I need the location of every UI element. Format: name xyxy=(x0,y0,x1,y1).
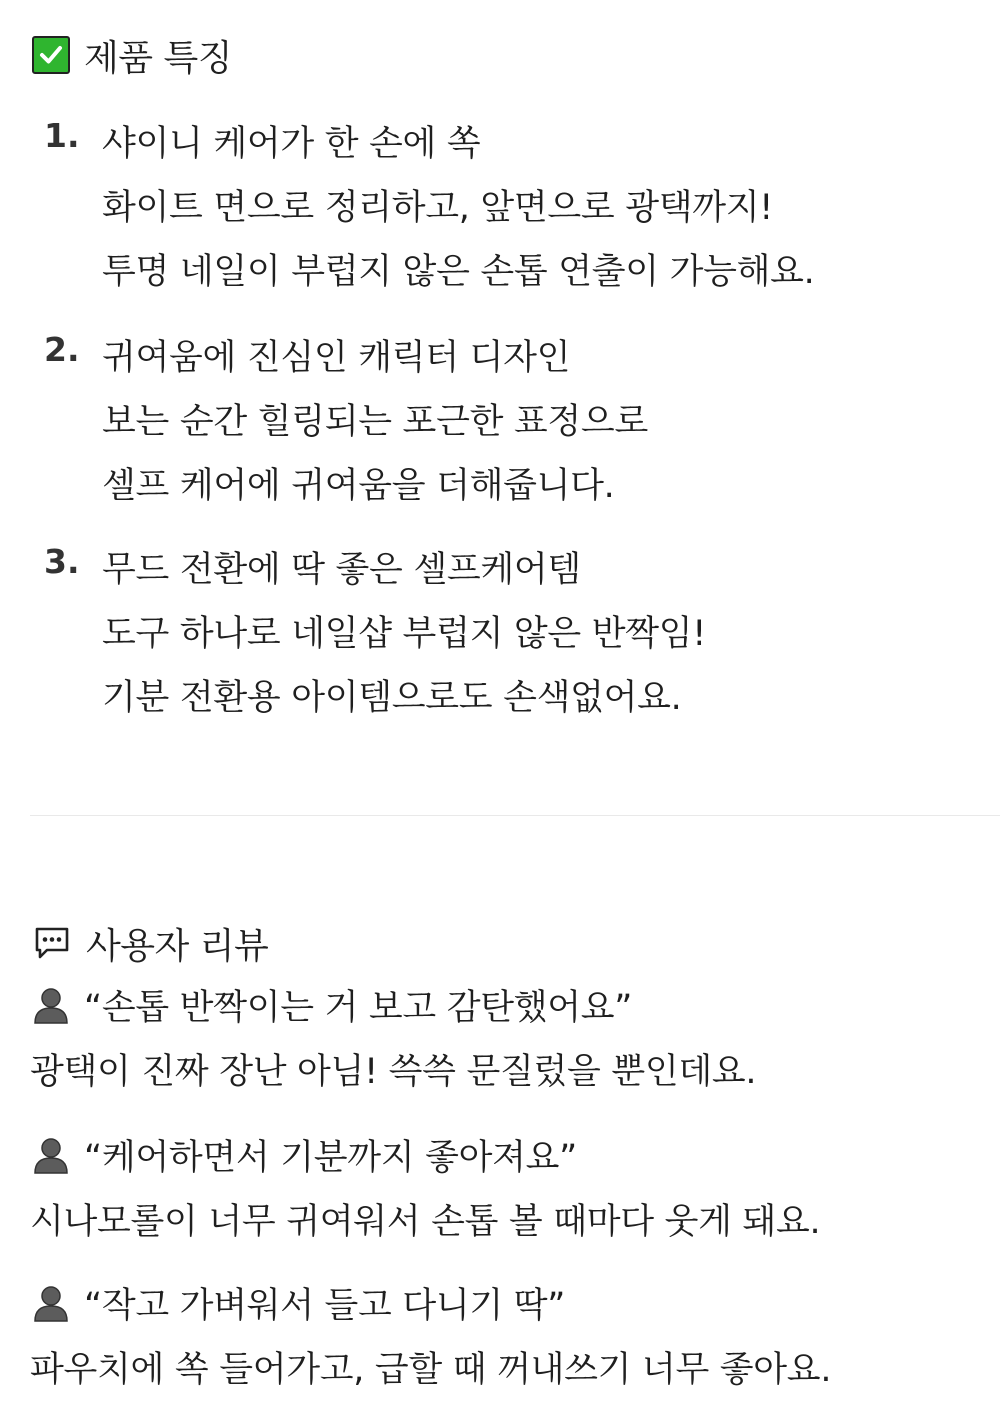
check-box-icon xyxy=(32,36,70,74)
section-divider xyxy=(30,815,1000,816)
person-icon xyxy=(32,1283,70,1323)
reviews-heading xyxy=(32,920,268,966)
review-body: 파우치에 쏙 들어가고, 급할 때 꺼내쓰기 너무 좋아요. xyxy=(30,1350,832,1390)
feature-description-line: 도구 하나로 네일샵 부럽지 않은 반짝임! xyxy=(102,614,707,654)
review-body: 광택이 진짜 장난 아님! 쓱쓱 문질렀을 뿐인데요. xyxy=(30,1052,757,1092)
feature-description-line: 기분 전환용 아이템으로도 손색없어요. xyxy=(102,678,682,718)
feature-title: 샤이니 케어가 한 손에 쏙 xyxy=(102,124,481,164)
review-title: “케어하면서 기분까지 좋아져요” xyxy=(84,1138,577,1178)
speech-bubble-icon xyxy=(32,923,72,963)
features-heading-label: 제품 특징 xyxy=(84,37,233,79)
feature-description-line: 투명 네일이 부럽지 않은 손톱 연출이 가능해요. xyxy=(102,252,815,292)
feature-title: 귀여움에 진심인 캐릭터 디자인 xyxy=(102,338,571,378)
review-title: “손톱 반짝이는 거 보고 감탄했어요” xyxy=(84,988,633,1028)
feature-number: 1. xyxy=(44,116,80,155)
feature-title: 무드 전환에 딱 좋은 셀프케어템 xyxy=(102,550,581,590)
review-title-row xyxy=(32,982,632,1028)
features-heading xyxy=(32,32,232,78)
feature-number: 3. xyxy=(44,542,80,581)
review-body: 시나모롤이 너무 귀여워서 손톱 볼 때마다 웃게 돼요. xyxy=(30,1202,821,1242)
review-title-row xyxy=(32,1280,565,1326)
reviews-heading-label: 사용자 리뷰 xyxy=(86,925,269,967)
review-title: “작고 가벼워서 들고 다니기 딱” xyxy=(84,1286,566,1326)
person-icon xyxy=(32,985,70,1025)
person-icon xyxy=(32,1135,70,1175)
feature-description-line: 셀프 케어에 귀여움을 더해줍니다. xyxy=(102,466,615,506)
feature-description-line: 보는 순간 힐링되는 포근한 표정으로 xyxy=(102,402,648,442)
review-title-row xyxy=(32,1132,577,1178)
feature-description-line: 화이트 면으로 정리하고, 앞면으로 광택까지! xyxy=(102,188,774,228)
feature-number: 2. xyxy=(44,330,80,369)
